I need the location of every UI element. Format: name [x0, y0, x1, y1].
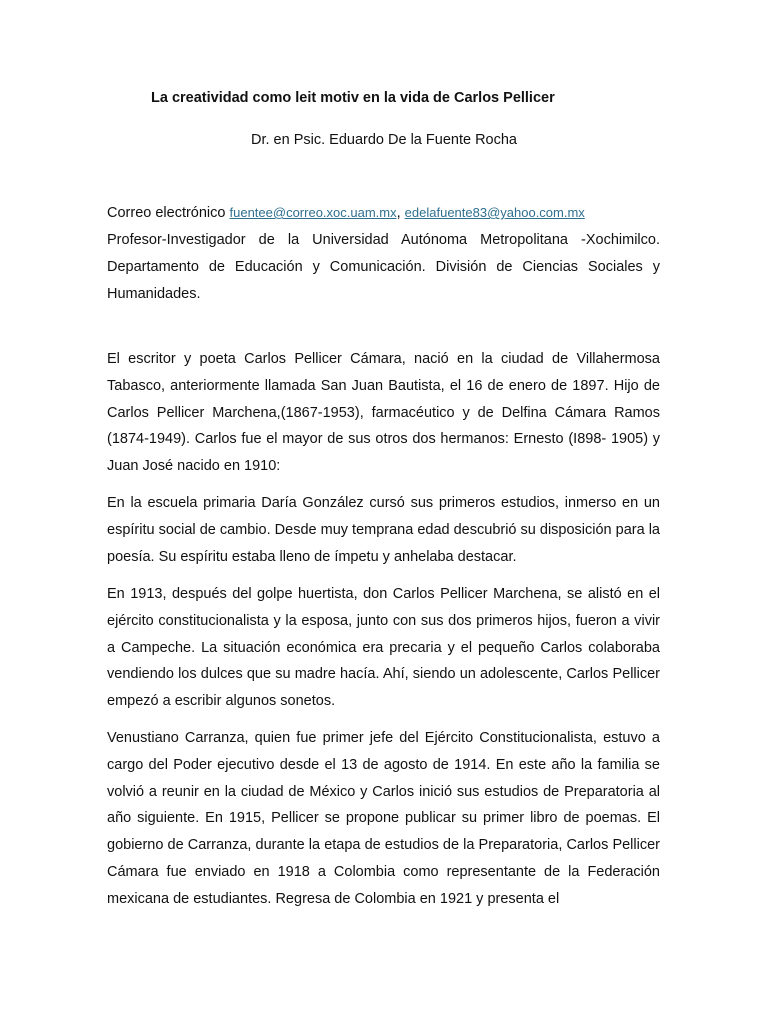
body-paragraph: El escritor y poeta Carlos Pellicer Cámara, nació en la ciudad de Villahermosa Tabasco, anteriormente llamada San Juan Bautista, el 16 de enero de 1897. Hijo de Carlos Pellicer Marchena,(1867-1953), farmacéutico y de Delfina Cámara Ramos (1874-1949). Carlos fue el mayor de sus otros dos hermanos: Ernesto (I898- 1905) y Juan José nacido en 1910: [107, 351, 660, 475]
body-paragraph: En la escuela primaria Daría González cursó sus primeros estudios, inmerso en un espíritu social de cambio. Desde muy temprana edad descubrió su disposición para la poesía. Su espíritu estaba lleno de ímpetu y anhelaba destacar. [107, 495, 660, 565]
email-link-uam[interactable]: fuentee@correo.xoc.uam.mx [229, 205, 397, 220]
contact-line [107, 200, 660, 227]
email-separator: , [396, 205, 405, 221]
contact-label: Correo electrónico [107, 205, 230, 221]
document-title: La creatividad como leit motiv en la vida de Carlos Pellicer [151, 90, 555, 106]
email-link-yahoo[interactable]: edelafuente83@yahoo.com.mx [404, 205, 585, 220]
body-paragraph: Venustiano Carranza, quien fue primer jefe del Ejército Constitucionalista, estuvo a cargo del Poder ejecutivo desde el 13 de agosto de 1914. En este año la familia se volvió a reunir en la ciudad de México y Carlos inició sus estudios de Preparatoria al año siguiente. En 1915, Pellicer se propone publicar su primer libro de poemas. El gobierno de Carranza, durante la etapa de estudios de la Preparatoria, Carlos Pellicer Cámara fue enviado en 1918 a Colombia como representante de la Federación mexicana de estudiantes. Regresa de Colombia en 1921 y presenta el [107, 730, 660, 907]
document-author: Dr. en Psic. Eduardo De la Fuente Rocha [251, 132, 517, 148]
body-paragraph: En 1913, después del golpe huertista, don Carlos Pellicer Marchena, se alistó en el ejército constitucionalista y la esposa, junto con sus dos primeros hijos, fueron a vivir a Campeche. La situación económica era precaria y el pequeño Carlos colaboraba vendiendo los dulces que su madre hacía. Ahí, siendo un adolescente, Carlos Pellicer empezó a escribir algunos sonetos. [107, 586, 660, 710]
author-affiliation: Profesor-Investigador de la Universidad Autónoma Metropolitana -Xochimilco. Departamento de Educación y Comunicación. División de Ciencias Sociales y Humanidades. [107, 232, 660, 302]
